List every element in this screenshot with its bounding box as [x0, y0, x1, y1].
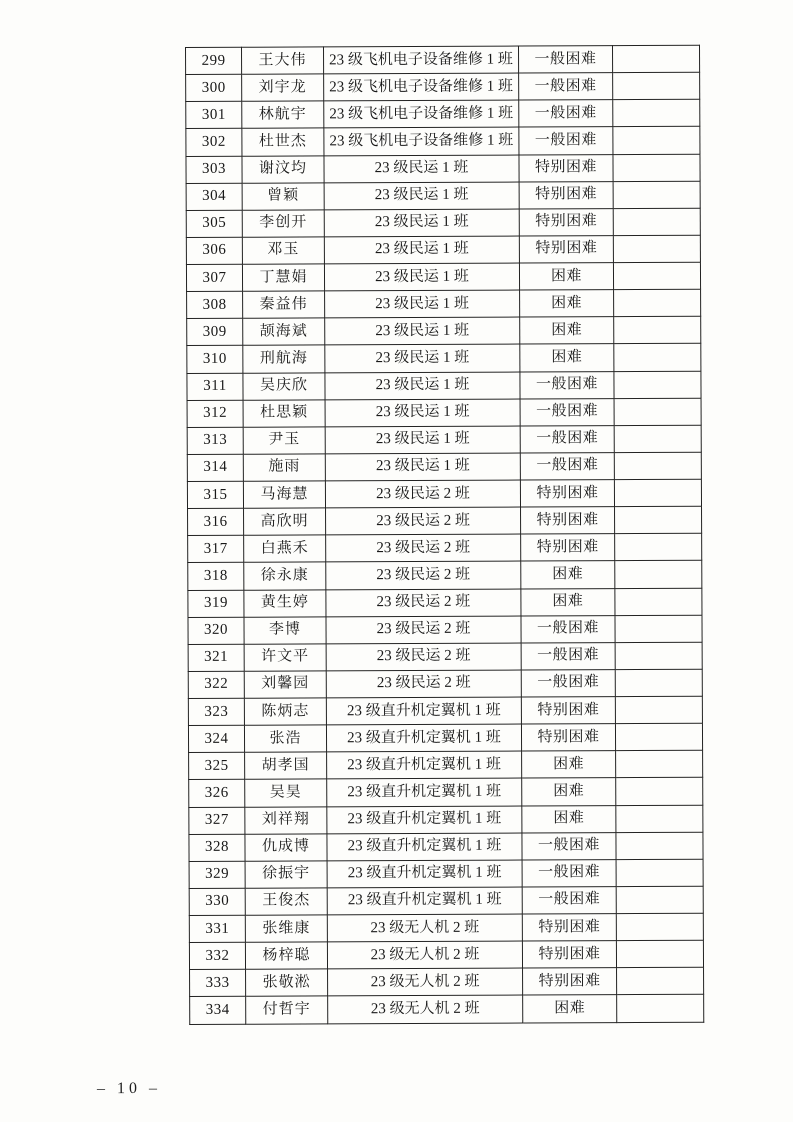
cell-note-empty [613, 235, 700, 263]
cell-class-name: 23 级民运 1 班 [325, 344, 520, 372]
cell-row-number: 310 [187, 346, 243, 373]
cell-difficulty-level: 困难 [523, 995, 617, 1023]
table-row [188, 696, 702, 725]
cell-student-name: 杨梓聪 [245, 942, 327, 969]
cell-class-name: 23 级直升机定翼机 1 班 [326, 697, 521, 725]
cell-difficulty-level: 一般困难 [520, 425, 614, 453]
table-row [187, 371, 701, 400]
cell-note-empty [615, 506, 702, 534]
cell-row-number: 331 [189, 915, 245, 942]
cell-row-number: 334 [190, 997, 246, 1025]
cell-difficulty-level: 一般困难 [519, 127, 613, 155]
cell-class-name: 23 级民运 2 班 [325, 480, 520, 508]
cell-student-name: 吴昊 [245, 779, 327, 806]
table-row [189, 859, 703, 888]
table-row [187, 425, 701, 454]
table-row [189, 832, 703, 861]
cell-student-name: 丁慧娟 [242, 264, 324, 291]
cell-note-empty [616, 805, 703, 833]
cell-student-name: 李博 [244, 617, 326, 644]
cell-row-number: 329 [189, 861, 245, 888]
cell-row-number: 319 [188, 590, 244, 617]
cell-class-name: 23 级无人机 2 班 [328, 995, 523, 1023]
cell-student-name: 林航宇 [242, 101, 324, 128]
cell-note-empty [616, 886, 703, 914]
cell-student-name: 许文平 [244, 644, 326, 671]
cell-row-number: 302 [186, 129, 242, 156]
cell-class-name: 23 级直升机定翼机 1 班 [326, 724, 521, 752]
cell-student-name: 张维康 [245, 915, 327, 942]
table-body [186, 45, 704, 1024]
cell-note-empty [615, 588, 702, 616]
cell-class-name: 23 级民运 1 班 [325, 426, 520, 454]
table-row [187, 344, 701, 373]
cell-class-name: 23 级民运 1 班 [324, 155, 519, 183]
cell-row-number: 328 [189, 834, 245, 861]
cell-row-number: 326 [189, 780, 245, 807]
cell-row-number: 314 [187, 454, 243, 481]
table-row [190, 995, 704, 1025]
cell-row-number: 306 [186, 237, 242, 264]
cell-student-name: 李创开 [242, 210, 324, 237]
cell-row-number: 330 [189, 888, 245, 915]
cell-note-empty [613, 72, 700, 100]
cell-row-number: 321 [188, 644, 244, 671]
cell-note-empty [615, 561, 702, 589]
cell-student-name: 刘祥翔 [245, 806, 327, 833]
cell-class-name: 23 级民运 1 班 [325, 317, 520, 345]
cell-student-name: 尹玉 [243, 427, 325, 454]
cell-difficulty-level: 特别困难 [521, 534, 615, 562]
cell-note-empty [614, 398, 701, 426]
cell-row-number: 318 [188, 563, 244, 590]
table-row [187, 317, 701, 346]
cell-row-number: 325 [189, 752, 245, 779]
cell-student-name: 王俊杰 [245, 888, 327, 915]
cell-difficulty-level: 困难 [522, 805, 616, 833]
table-row [189, 913, 703, 942]
cell-student-name: 刑航海 [243, 345, 325, 372]
cell-note-empty [617, 967, 704, 995]
cell-class-name: 23 级民运 1 班 [324, 236, 519, 264]
cell-student-name: 马海慧 [243, 481, 325, 508]
cell-class-name: 23 级民运 2 班 [326, 643, 521, 671]
table-row [188, 723, 702, 752]
cell-student-name: 曾颖 [242, 183, 324, 210]
table-row [188, 615, 702, 644]
cell-student-name: 徐振宇 [245, 861, 327, 888]
cell-difficulty-level: 特别困难 [521, 724, 615, 752]
cell-student-name: 黄生婷 [244, 589, 326, 616]
table-row [186, 208, 700, 237]
cell-difficulty-level: 一般困难 [520, 453, 614, 481]
cell-class-name: 23 级民运 2 班 [326, 507, 521, 535]
table-row [186, 127, 700, 156]
cell-class-name: 23 级飞机电子设备维修 1 班 [324, 73, 519, 101]
cell-note-empty [614, 371, 701, 399]
cell-row-number: 300 [186, 74, 242, 101]
cell-difficulty-level: 困难 [520, 317, 614, 345]
cell-difficulty-level: 一般困难 [519, 100, 613, 128]
cell-difficulty-level: 困难 [522, 778, 616, 806]
cell-class-name: 23 级民运 1 班 [325, 290, 520, 318]
cell-row-number: 312 [187, 400, 243, 427]
cell-note-empty [616, 778, 703, 806]
cell-note-empty [614, 289, 701, 317]
cell-difficulty-level: 一般困难 [522, 859, 616, 887]
table-row [186, 45, 700, 74]
cell-difficulty-level: 特别困难 [519, 181, 613, 209]
cell-student-name: 杜思颖 [243, 400, 325, 427]
table-row [188, 588, 702, 617]
cell-row-number: 309 [187, 319, 243, 346]
cell-class-name: 23 级直升机定翼机 1 班 [327, 778, 522, 806]
cell-student-name: 秦益伟 [243, 291, 325, 318]
cell-note-empty [615, 723, 702, 751]
cell-row-number: 305 [186, 210, 242, 237]
cell-student-name: 施雨 [243, 454, 325, 481]
cell-class-name: 23 级直升机定翼机 1 班 [327, 833, 522, 861]
roster-table-container [185, 45, 703, 1025]
cell-note-empty [614, 479, 701, 507]
cell-note-empty [613, 127, 700, 155]
cell-student-name: 徐永康 [244, 562, 326, 589]
cell-row-number: 322 [188, 671, 244, 698]
cell-note-empty [616, 832, 703, 860]
table-row [186, 181, 700, 210]
table-row [188, 561, 702, 590]
cell-student-name: 仇成博 [245, 834, 327, 861]
cell-row-number: 313 [187, 427, 243, 454]
cell-difficulty-level: 特别困难 [521, 697, 615, 725]
cell-student-name: 张浩 [244, 725, 326, 752]
cell-class-name: 23 级民运 2 班 [326, 534, 521, 562]
table-row [189, 778, 703, 807]
cell-difficulty-level: 一般困难 [521, 670, 615, 698]
cell-row-number: 311 [187, 373, 243, 400]
table-row [188, 534, 702, 563]
cell-difficulty-level: 困难 [521, 588, 615, 616]
cell-class-name: 23 级民运 1 班 [324, 182, 519, 210]
cell-note-empty [616, 859, 703, 887]
cell-note-empty [615, 534, 702, 562]
cell-difficulty-level: 一般困难 [518, 46, 612, 74]
cell-class-name: 23 级无人机 2 班 [327, 941, 522, 969]
cell-difficulty-level: 特别困难 [519, 208, 613, 236]
table-row [186, 72, 700, 101]
cell-difficulty-level: 特别困难 [520, 480, 614, 508]
cell-class-name: 23 级无人机 2 班 [327, 914, 522, 942]
cell-student-name: 邓玉 [242, 237, 324, 264]
cell-class-name: 23 级民运 2 班 [326, 561, 521, 589]
cell-student-name: 陈炳志 [244, 698, 326, 725]
cell-student-name: 付哲宇 [246, 996, 328, 1024]
table-row [189, 805, 703, 834]
cell-note-empty [615, 642, 702, 670]
cell-class-name: 23 级直升机定翼机 1 班 [327, 806, 522, 834]
table-row [188, 642, 702, 671]
table-row [188, 669, 702, 698]
cell-class-name: 23 级民运 2 班 [326, 616, 521, 644]
cell-row-number: 333 [190, 969, 246, 996]
table-row [189, 750, 703, 779]
cell-row-number: 317 [188, 535, 244, 562]
table-row [189, 940, 703, 969]
cell-student-name: 张敬淞 [246, 969, 328, 996]
cell-difficulty-level: 特别困难 [521, 507, 615, 535]
cell-difficulty-level: 困难 [521, 561, 615, 589]
cell-difficulty-level: 特别困难 [522, 914, 616, 942]
table-row [187, 398, 701, 427]
cell-row-number: 303 [186, 156, 242, 183]
cell-note-empty [614, 317, 701, 345]
cell-row-number: 304 [186, 183, 242, 210]
cell-note-empty [617, 995, 704, 1023]
table-row [190, 967, 704, 996]
cell-note-empty [615, 696, 702, 724]
cell-class-name: 23 级飞机电子设备维修 1 班 [324, 127, 519, 155]
cell-difficulty-level: 困难 [520, 344, 614, 372]
cell-note-empty [616, 750, 703, 778]
student-roster-table [185, 45, 704, 1025]
cell-note-empty [616, 913, 703, 941]
cell-note-empty [613, 208, 700, 236]
cell-student-name: 吴庆欣 [243, 372, 325, 399]
cell-row-number: 308 [187, 291, 243, 318]
cell-class-name: 23 级民运 2 班 [326, 589, 521, 617]
cell-class-name: 23 级民运 2 班 [326, 670, 521, 698]
cell-row-number: 316 [188, 508, 244, 535]
cell-row-number: 307 [186, 264, 242, 291]
cell-difficulty-level: 一般困难 [519, 73, 613, 101]
cell-class-name: 23 级民运 1 班 [325, 399, 520, 427]
cell-class-name: 23 级民运 1 班 [325, 453, 520, 481]
table-row [187, 452, 701, 481]
cell-difficulty-level: 特别困难 [519, 236, 613, 264]
cell-note-empty [613, 181, 700, 209]
cell-class-name: 23 级飞机电子设备维修 1 班 [324, 46, 519, 74]
cell-class-name: 23 级直升机定翼机 1 班 [327, 887, 522, 915]
cell-row-number: 323 [188, 698, 244, 725]
cell-note-empty [615, 615, 702, 643]
cell-row-number: 324 [188, 725, 244, 752]
cell-row-number: 299 [186, 47, 242, 74]
cell-note-empty [615, 669, 702, 697]
cell-difficulty-level: 一般困难 [520, 398, 614, 426]
cell-student-name: 高欣明 [244, 508, 326, 535]
cell-class-name: 23 级民运 1 班 [325, 372, 520, 400]
cell-class-name: 23 级民运 1 班 [324, 209, 519, 237]
cell-class-name: 23 级直升机定翼机 1 班 [327, 751, 522, 779]
table-row [186, 100, 700, 129]
table-row [187, 479, 701, 508]
table-row [188, 506, 702, 535]
table-row [189, 886, 703, 915]
cell-difficulty-level: 一般困难 [521, 615, 615, 643]
cell-student-name: 刘宇龙 [242, 74, 324, 101]
cell-class-name: 23 级无人机 2 班 [328, 968, 523, 996]
cell-student-name: 白燕禾 [244, 535, 326, 562]
cell-difficulty-level: 困难 [520, 290, 614, 318]
cell-note-empty [612, 45, 699, 73]
cell-student-name: 刘馨园 [244, 671, 326, 698]
cell-note-empty [613, 262, 700, 290]
cell-student-name: 谢汶均 [242, 155, 324, 182]
cell-note-empty [616, 940, 703, 968]
table-row [187, 289, 701, 318]
cell-student-name: 杜世杰 [242, 128, 324, 155]
cell-class-name: 23 级飞机电子设备维修 1 班 [324, 100, 519, 128]
cell-class-name: 23 级直升机定翼机 1 班 [327, 860, 522, 888]
cell-difficulty-level: 困难 [519, 263, 613, 291]
cell-row-number: 320 [188, 617, 244, 644]
table-row [186, 235, 700, 264]
cell-row-number: 332 [189, 942, 245, 969]
table-row [186, 154, 700, 183]
cell-class-name: 23 级民运 1 班 [324, 263, 519, 291]
cell-difficulty-level: 困难 [522, 751, 616, 779]
table-row [186, 262, 700, 291]
cell-difficulty-level: 一般困难 [522, 887, 616, 915]
cell-note-empty [614, 425, 701, 453]
cell-row-number: 327 [189, 807, 245, 834]
cell-student-name: 颉海斌 [243, 318, 325, 345]
cell-student-name: 王大伟 [242, 47, 324, 74]
cell-note-empty [614, 452, 701, 480]
cell-row-number: 315 [187, 481, 243, 508]
cell-row-number: 301 [186, 102, 242, 129]
cell-difficulty-level: 一般困难 [522, 832, 616, 860]
cell-note-empty [614, 344, 701, 372]
cell-difficulty-level: 特别困难 [523, 968, 617, 996]
cell-difficulty-level: 特别困难 [522, 941, 616, 969]
cell-difficulty-level: 特别困难 [519, 154, 613, 182]
cell-student-name: 胡孝国 [245, 752, 327, 779]
cell-difficulty-level: 一般困难 [520, 371, 614, 399]
cell-note-empty [613, 100, 700, 128]
cell-difficulty-level: 一般困难 [521, 642, 615, 670]
cell-note-empty [613, 154, 700, 182]
page-number: – 10 – [96, 1079, 162, 1098]
